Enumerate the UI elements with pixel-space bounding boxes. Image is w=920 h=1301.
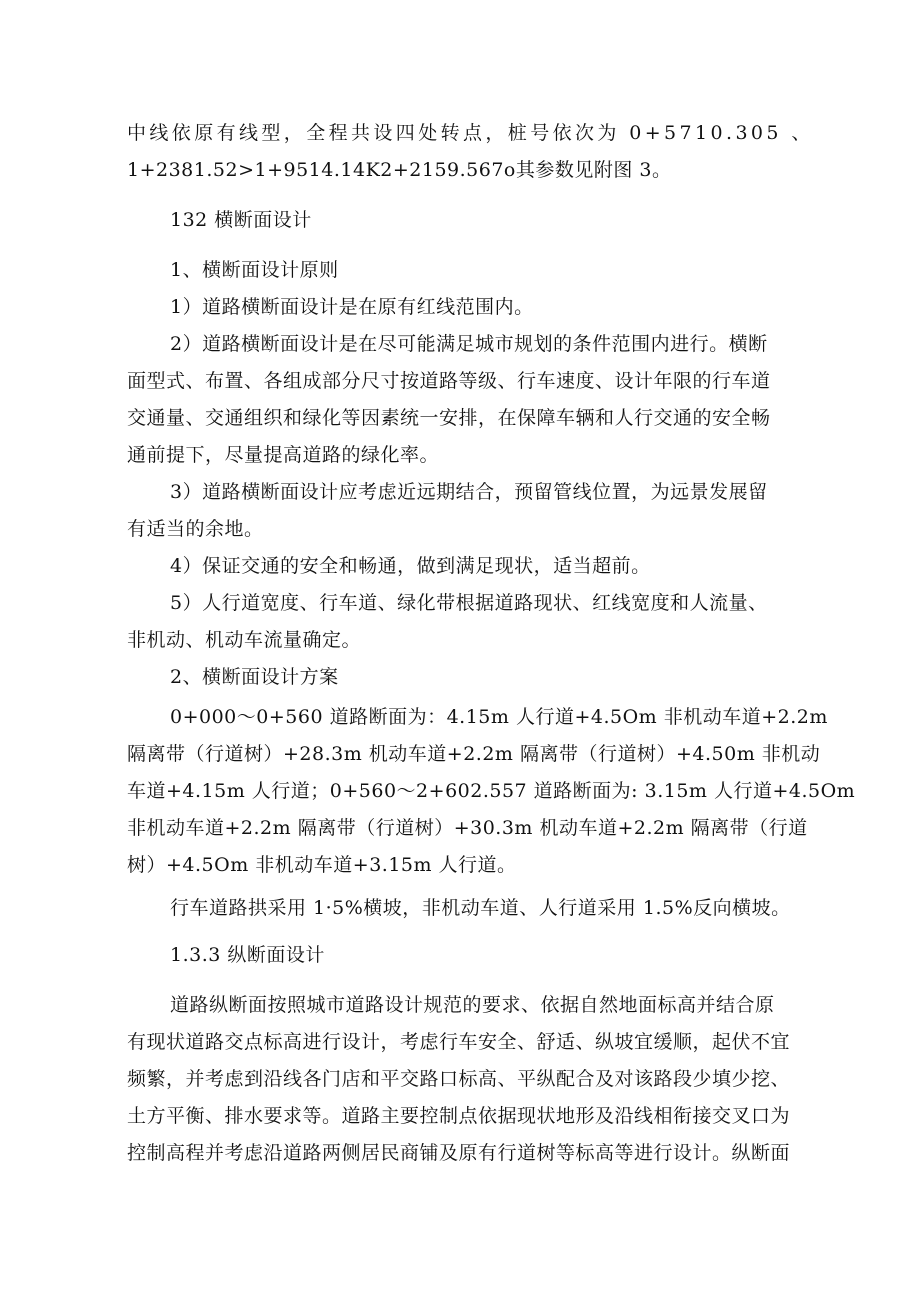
- paragraph-line: 5）人行道宽度、行车道、绿化带根据道路现状、红线宽度和人流量、: [170, 592, 768, 614]
- paragraph-line: 非机动、机动车流量确定。: [127, 629, 362, 651]
- paragraph-line: 车道+4.15m 人行道；0+560～2+602.557 道路断面为: 3.15m 人行道+4.5Om: [127, 780, 856, 802]
- paragraph-line: 道路纵断面按照城市道路设计规范的要求、依据自然地面标高并结合原: [170, 994, 775, 1016]
- subsection-heading: 1、横断面设计原则: [170, 259, 339, 281]
- paragraph-line: 非机动车道+2.2m 隔离带（行道树）+30.3m 机动车道+2.2m 隔离带（行道: [127, 817, 808, 839]
- subsection-heading: 2、横断面设计方案: [170, 666, 339, 688]
- paragraph-line: 土方平衡、排水要求等。道路主要控制点依据现状地形及沿线相衔接交叉口为: [127, 1105, 791, 1127]
- paragraph-line: 1+2381.52>1+9514.14K2+2159.567o其参数见附图 3。: [127, 159, 672, 181]
- paragraph-line: 通前提下，尽量提高道路的绿化率。: [127, 444, 440, 466]
- paragraph-line: 交通量、交通组织和绿化等因素统一安排，在保障车辆和人行交通的安全畅: [127, 407, 771, 429]
- paragraph-line: 有现状道路交点标高进行设计，考虑行车安全、舒适、纵坡宜缓顺，起伏不宜: [127, 1031, 791, 1053]
- section-heading: 132 横断面设计: [170, 209, 312, 231]
- paragraph-line: 1）道路横断面设计是在原有红线范围内。: [170, 296, 534, 318]
- paragraph-line: 3）道路横断面设计应考虑近远期结合，预留管线位置，为远景发展留: [170, 481, 768, 503]
- paragraph-line: 树）+4.5Om 非机动车道+3.15m 人行道。: [127, 854, 517, 876]
- section-heading: 1.3.3 纵断面设计: [170, 944, 325, 966]
- paragraph-line: 控制高程并考虑沿道路两侧居民商铺及原有行道树等标高等进行设计。纵断面: [127, 1142, 791, 1164]
- paragraph-line: 0+000～0+560 道路断面为：4.15m 人行道+4.5Om 非机动车道+2.2m: [170, 706, 828, 728]
- paragraph-line: 中线依原有线型，全程共设四处转点，桩号依次为 0+5710.305 、: [127, 122, 814, 144]
- paragraph-line: 2）道路横断面设计是在尽可能满足城市规划的条件范围内进行。横断: [170, 333, 768, 355]
- paragraph-line: 频繁，并考虑到沿线各门店和平交路口标高、平纵配合及对该路段少填少挖、: [127, 1068, 791, 1090]
- paragraph-line: 有适当的余地。: [127, 518, 264, 540]
- paragraph-line: 隔离带（行道树）+28.3m 机动车道+2.2m 隔离带（行道树）+4.50m 非机动: [127, 743, 821, 765]
- paragraph-line: 面型式、布置、各组成部分尺寸按道路等级、行车速度、设计年限的行车道: [127, 370, 771, 392]
- paragraph-line: 行车道路拱采用 1·5%横坡，非机动车道、人行道采用 1.5%反向横坡。: [170, 897, 791, 919]
- paragraph-line: 4）保证交通的安全和畅通，做到满足现状，适当超前。: [170, 555, 651, 577]
